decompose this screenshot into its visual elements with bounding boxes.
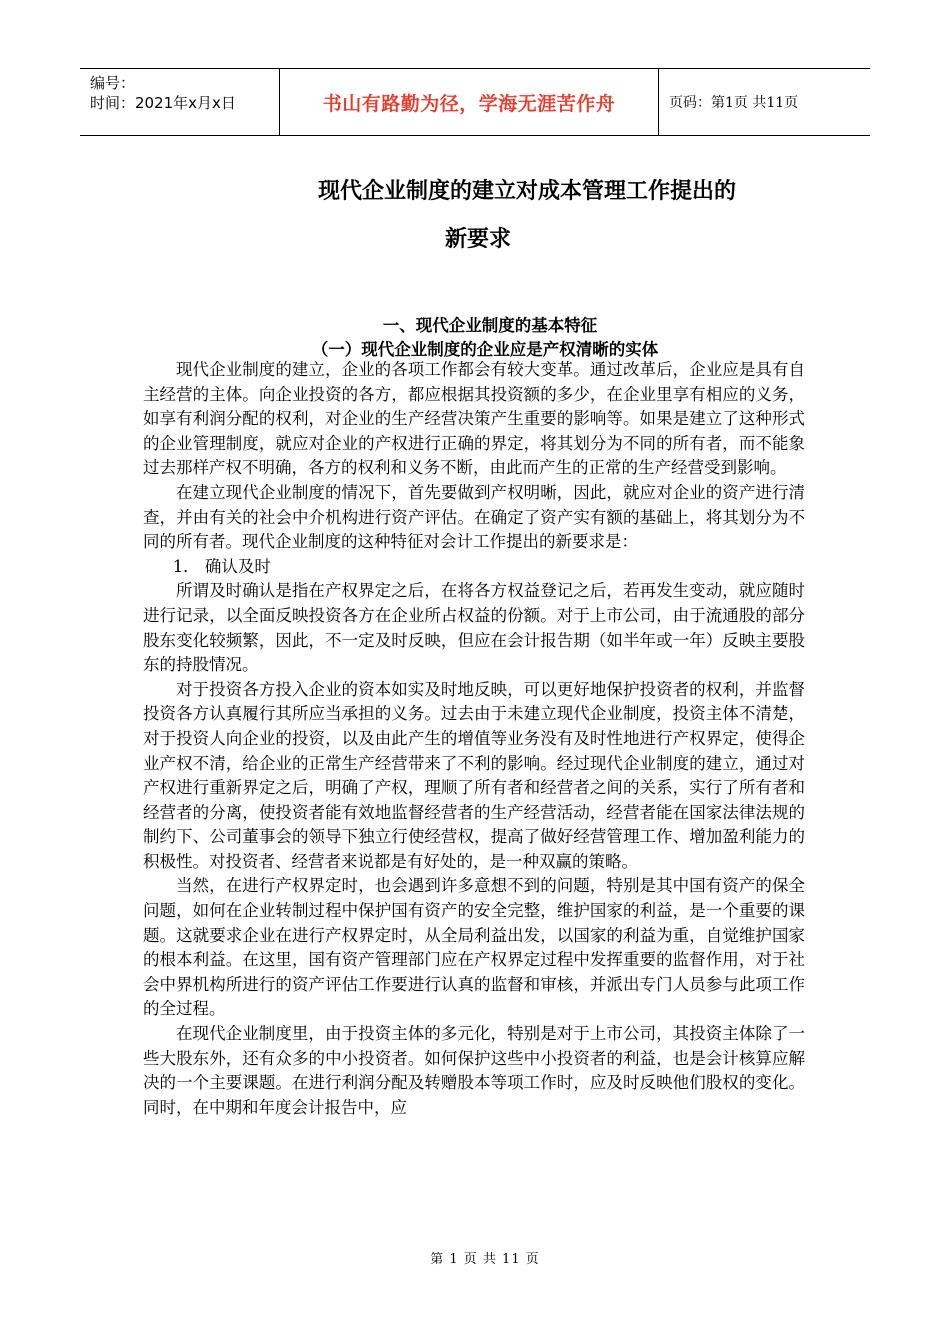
number-label: 编号： <box>90 74 136 92</box>
header-motto: 书山有路勤为径，学海无涯苦作舟 <box>280 69 659 135</box>
page-footer: 第 1 页 共 11 页 <box>430 1252 540 1267</box>
page-header <box>80 68 870 136</box>
document-title-line2: 新要求 <box>445 227 512 252</box>
time-label: 时间：2021年x月x日 <box>90 94 236 112</box>
list-item-heading: 1． 确认及时 <box>172 556 271 576</box>
paragraph: 在现代企业制度里，由于投资主体的多元化，特别是对于上市公司，其投资主体除了一些大股东外，还有众多的中小投资者。如何保护这些中小投资者的利益，也是会计核算应解决的一个主要课题。在进行利润分配及转赠股本等项工作时，应及时反映他们股权的变化。同时，在中期和年度会计报告中，应 <box>143 1024 805 1117</box>
paragraph: 在建立现代企业制度的情况下，首先要做到产权明晰，因此，就应对企业的资产进行清查，并由有关的社会中介机构进行资产评估。在确定了资产实有额的基础上，将其划分为不同的所有者。现代企业制度的这种特征对会计工作提出的新要求是： <box>143 482 805 552</box>
header-page-info: 页码：第1页 共11页 <box>669 95 799 111</box>
paragraph: 所谓及时确认是指在产权界定之后，在将各方权益登记之后，若再发生变动，就应随时进行记录，以全面反映投资各方在企业所占权益的份额。对于上市公司，由于流通股的部分股东变化较频繁，因此，不一定及时反映，但应在会计报告期（如半年或一年）反映主要股东的持股情况。 <box>143 581 805 675</box>
header-meta <box>80 69 280 135</box>
paragraph: 对于投资各方投入企业的资本如实及时地反映，可以更好地保护投资者的权利，并监督投资各方认真履行其所应当承担的义务。过去由于未建立现代企业制度，投资主体不清楚，对于投资人向企业的投资，以及由此产生的增值等业务没有及时性地进行产权界定，使得企业产权不清，给企业的正常生产经营带来了不利的影响。经过现代企业制度的建立，通过对产权进行重新界定之后，明确了产权，理顺了所有者和经营者之间的关系，实行了所有者和经营者的分离，使投资者能有效地监督经营者的生产经营活动，经营者能在国家法律法规的制约下、公司董事会的领导下独立行使经营权，提高了做好经营管理工作、增加盈利能力的积极性。对投资者、经营者来说都是有好处的，是一种双赢的策略。 <box>143 679 805 871</box>
paragraph: 现代企业制度的建立，企业的各项工作都会有较大变革。通过改革后，企业应是具有自主经营的主体。向企业投资的各方，都应根据其投资额的多少，在企业里享有相应的义务，如享有利润分配的权利，对企业的生产经营决策产生重要的影响等。如果是建立了这种形式的企业管理制度，就应对企业的产权进行正确的界定，将其划分为不同的所有者，而不能象过去那样产权不明确，各方的权利和义务不断，由此而产生的正常的生产经营受到影响。 <box>143 360 805 478</box>
section-heading: 一、现代企业制度的基本特征 <box>382 316 598 335</box>
document-title-line1: 现代企业制度的建立对成本管理工作提出的 <box>318 179 737 204</box>
subsection-heading: （一）现代企业制度的企业应是产权清晰的实体 <box>311 340 659 359</box>
paragraph: 当然，在进行产权界定时，也会遇到许多意想不到的问题，特别是其中国有资产的保全问题，如何在企业转制过程中保护国有资产的安全完整，维护国家的利益，是一个重要的课题。这就要求企业在进行产权界定时，从全局利益出发，以国家的利益为重，自觉维护国家的根本利益。在这里，国有资产管理部门应在产权界定过程中发挥重要的监督作用，对于社会中界机构所进行的资产评估工作要进行认真的监督和审核，并派出专门人员参与此项工作的全过程。 <box>143 876 805 1019</box>
body-text <box>143 358 805 1120</box>
